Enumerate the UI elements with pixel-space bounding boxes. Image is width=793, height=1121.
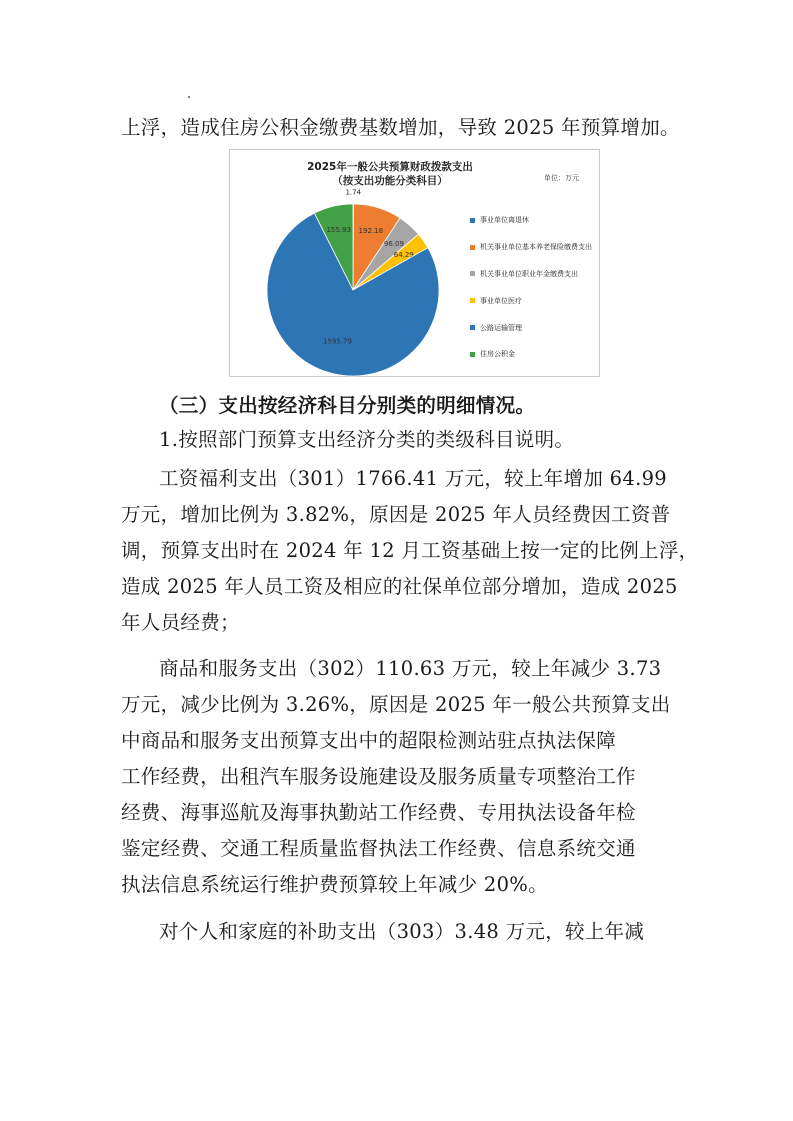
- paragraph-line: 上浮，造成住房公积金缴费基数增加，导致 2025 年预算增加。: [121, 116, 680, 139]
- paragraph-line: 对个人和家庭的补助支出（303）3.48 万元，较上年减: [159, 920, 645, 943]
- legend-item: [470, 261, 598, 288]
- paragraph-line: 万元，增加比例为 3.82%，原因是 2025 年人员经费因工资普: [121, 503, 671, 526]
- paragraph-line: 造成 2025 年人员工资及相应的社保单位部分增加，造成 2025: [121, 575, 678, 598]
- legend-swatch: [470, 298, 475, 303]
- legend-swatch: [470, 271, 475, 276]
- paragraph-line: 经费、海事巡航及海事执勤站工作经费、专用执法设备年检: [121, 801, 636, 824]
- chart-legend: [470, 207, 598, 368]
- legend-label: 机关事业单位职业年金缴费支出: [480, 269, 578, 278]
- legend-item: [470, 234, 598, 261]
- legend-item: [470, 207, 598, 234]
- legend-item: [470, 287, 598, 314]
- pie-value-label: 155.93: [326, 226, 351, 235]
- legend-swatch: [470, 245, 475, 250]
- legend-swatch: [470, 218, 475, 223]
- sub-heading: 1.按照部门预算支出经济分类的类级科目说明。: [159, 428, 575, 451]
- paragraph-line: 执法信息系统运行维护费预算较上年减少 20%。: [121, 873, 548, 896]
- chart-title: 2025年一般公共预算财政拨款支出: [307, 161, 473, 173]
- pie-value-label: 1595.79: [323, 337, 352, 346]
- scan-speck: [188, 96, 190, 98]
- chart-unit: 单位：万元: [544, 174, 579, 182]
- legend-item: [470, 341, 598, 368]
- legend-item: [470, 314, 598, 341]
- legend-label: 事业单位离退休: [480, 216, 529, 225]
- legend-label: 机关事业单位基本养老保险缴费支出: [480, 243, 592, 252]
- legend-label: 事业单位医疗: [480, 296, 522, 305]
- paragraph-line: 工作经费，出租汽车服务设施建设及服务质量专项整治工作: [121, 765, 636, 788]
- pie-value-label: 192.18: [358, 227, 384, 236]
- chart-subtitle: （按支出功能分类科目）: [332, 175, 448, 187]
- legend-swatch: [470, 325, 475, 330]
- paragraph-line: 工资福利支出（301）1766.41 万元，较上年增加 64.99: [159, 467, 667, 490]
- section-heading: （三）支出按经济科目分别类的明细情况。: [159, 394, 536, 417]
- paragraph-line: 鉴定经费、交通工程质量监督执法工作经费、信息系统交通: [121, 837, 636, 860]
- paragraph-line: 调，预算支出时在 2024 年 12 月工资基础上按一定的比例上浮，: [121, 539, 699, 562]
- pie-value-label: 1.74: [345, 188, 362, 197]
- legend-swatch: [470, 352, 475, 357]
- paragraph-line: 中商品和服务支出预算支出中的超限检测站驻点执法保障: [121, 729, 617, 752]
- legend-label: 公路运输管理: [480, 323, 522, 332]
- paragraph-line: 商品和服务支出（302）110.63 万元，较上年减少 3.73: [159, 657, 662, 680]
- legend-label: 住房公积金: [480, 350, 515, 359]
- pie-value-label: 96.09: [383, 240, 404, 248]
- paragraph-line: 万元，减少比例为 3.26%，原因是 2025 年一般公共预算支出: [121, 693, 671, 716]
- pie-chart: [229, 149, 600, 377]
- paragraph-line: 年人员经费；: [121, 611, 240, 634]
- pie-value-label: 64.29: [393, 251, 414, 259]
